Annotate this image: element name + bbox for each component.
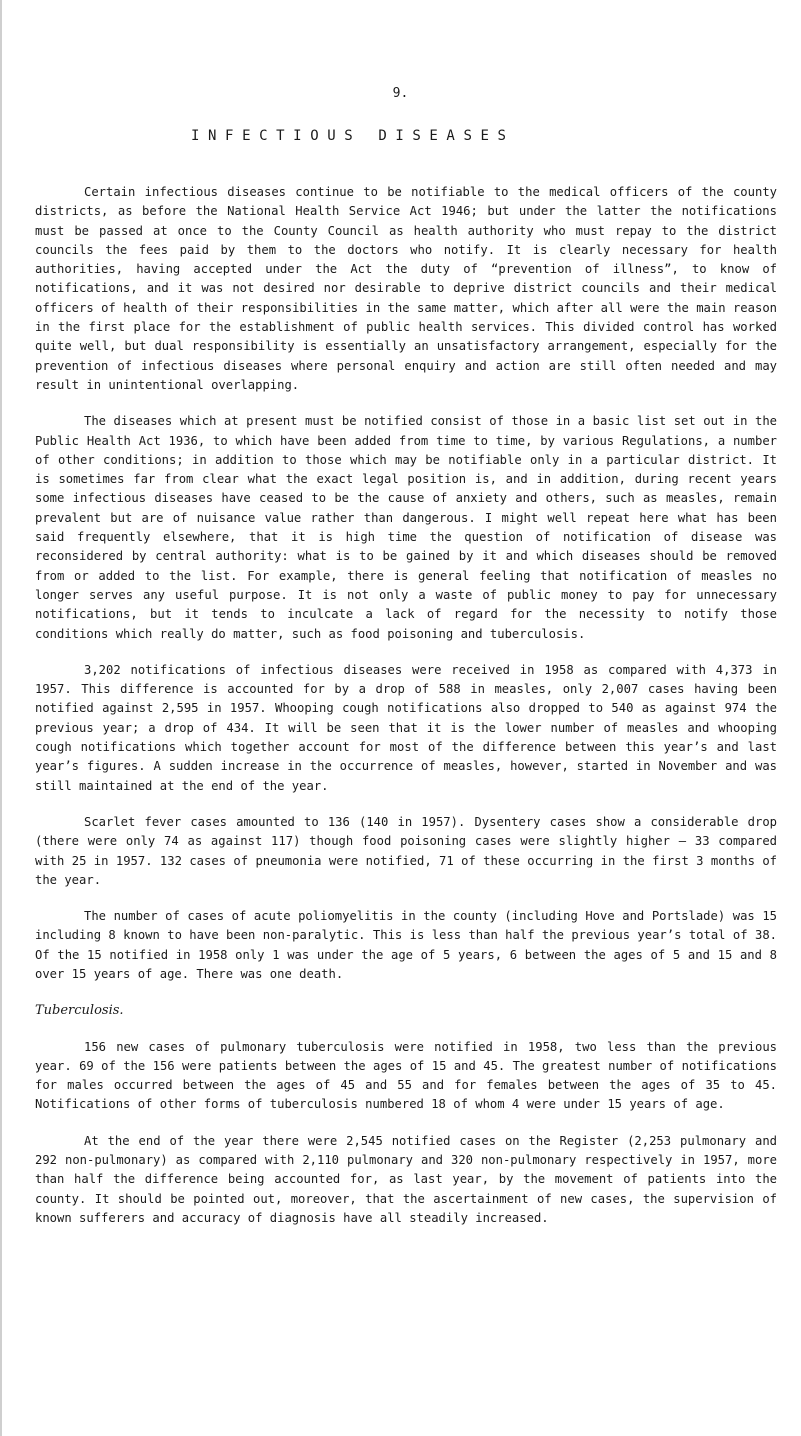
- paragraph-notification-duty: Certain infectious diseases continue to be notifiable to the medical officers of the county districts, as before the National Health Service Act 1946; but under the latter the notifications must be passed at once to the County Council as health authority who must repay to the district councils the fees paid by them to the doctors who notify. It is clearly necessary for health authorities, having accepted under the Act the duty of “prevention of illness”, to know of notifications, and it was not desired nor desirable to deprive district councils and their medical officers of health of their responsibilities in the same matter, which after all were the main reason in the first place for the establishment of public health services. This divided control has worked quite well, but dual responsibility is essentially an unsatisfactory arrangement, especially for the prevention of infectious diseases where personal enquiry and action are still often needed and may result in unintentional overlapping.: [35, 185, 777, 392]
- page-edge: [0, 0, 2, 1436]
- subheading-tuberculosis: Tuberculosis.: [35, 1003, 124, 1019]
- page-number: 9.: [392, 86, 409, 101]
- paragraph-poliomyelitis: The number of cases of acute poliomyelitis in the county (including Hove and Portslade) was 15 including 8 known to have been non-paralytic. This is less than half the previous year’s total of 38. Of the 15 notified in 1958 only 1 was under the age of 5 years, 6 between the ages of 5 and 15 and 8 over 15 years of age. There was one death.: [35, 909, 777, 981]
- paragraph-scarlet-fever: Scarlet fever cases amounted to 136 (140 in 1957). Dysentery cases show a considerable drop (there were only 74 as against 117) though food poisoning cases were slightly higher – 33 compared with 25 in 1957. 132 cases of pneumonia were notified, 71 of these occurring in the first 3 months of the year.: [35, 814, 777, 887]
- section-title: INFECTIOUS DISEASES: [191, 128, 515, 144]
- paragraph-notifiable-diseases: The diseases which at present must be notified consist of those in a basic list set out in the Public Health Act 1936, to which have been added from time to time, by various Regulations, a number of other conditions; in addition to those which may be notifiable only in a particular district. It is sometimes far from clear what the exact legal position is, and in addition, during recent years some infectious diseases have ceased to be the cause of anxiety and others, such as measles, remain prevalent but are of nuisance value rather than dangerous. I might well repeat here what has been said frequently elsewhere, that it is high time the question of notification of disease was reconsidered by central authority: what is to be gained by it and which diseases should be removed from or added to the list. For example, there is general feeling that notification of measles no longer serves any useful purpose. It is not only a waste of public money to pay for unnecessary notifications, but it tends to inculcate a lack of regard for the necessity to notify those conditions which really do matter, such as food poisoning and tuberculosis.: [35, 414, 777, 641]
- paragraph-tuberculosis-register: At the end of the year there were 2,545 notified cases on the Register (2,253 pulmonary and 292 non-pulmonary) as compared with 2,110 pulmonary and 320 non-pulmonary respectively in 1957, more than half the difference being accounted for, as last year, by the movement of patients into the county. It should be pointed out, moreover, that the ascertainment of new cases, the supervision of known sufferers and accuracy of diagnosis have all steadily increased.: [35, 1133, 777, 1225]
- body-text: [35, 183, 777, 1245]
- paragraph-notification-totals: 3,202 notifications of infectious diseases were received in 1958 as compared with 4,373 in 1957. This difference is accounted for by a drop of 588 in measles, only 2,007 cases having been notified against 2,595 in 1957. Whooping cough notifications also dropped to 540 as against 974 the previous year; a drop of 434. It will be seen that it is the lower number of measles and whooping cough notifications which together account for most of the difference between this year’s and last year’s figures. A sudden increase in the occurrence of measles, however, started in November and was still maintained at the end of the year.: [35, 662, 777, 793]
- paragraph-tuberculosis-new-cases: 156 new cases of pulmonary tuberculosis were notified in 1958, two less than the previous year. 69 of the 156 were patients between the ages of 15 and 45. The greatest number of notifications for males occurred between the ages of 45 and 55 and for females between the ages of 35 to 45. Notifications of other forms of tuberculosis numbered 18 of whom 4 were under 15 years of age.: [35, 1039, 777, 1112]
